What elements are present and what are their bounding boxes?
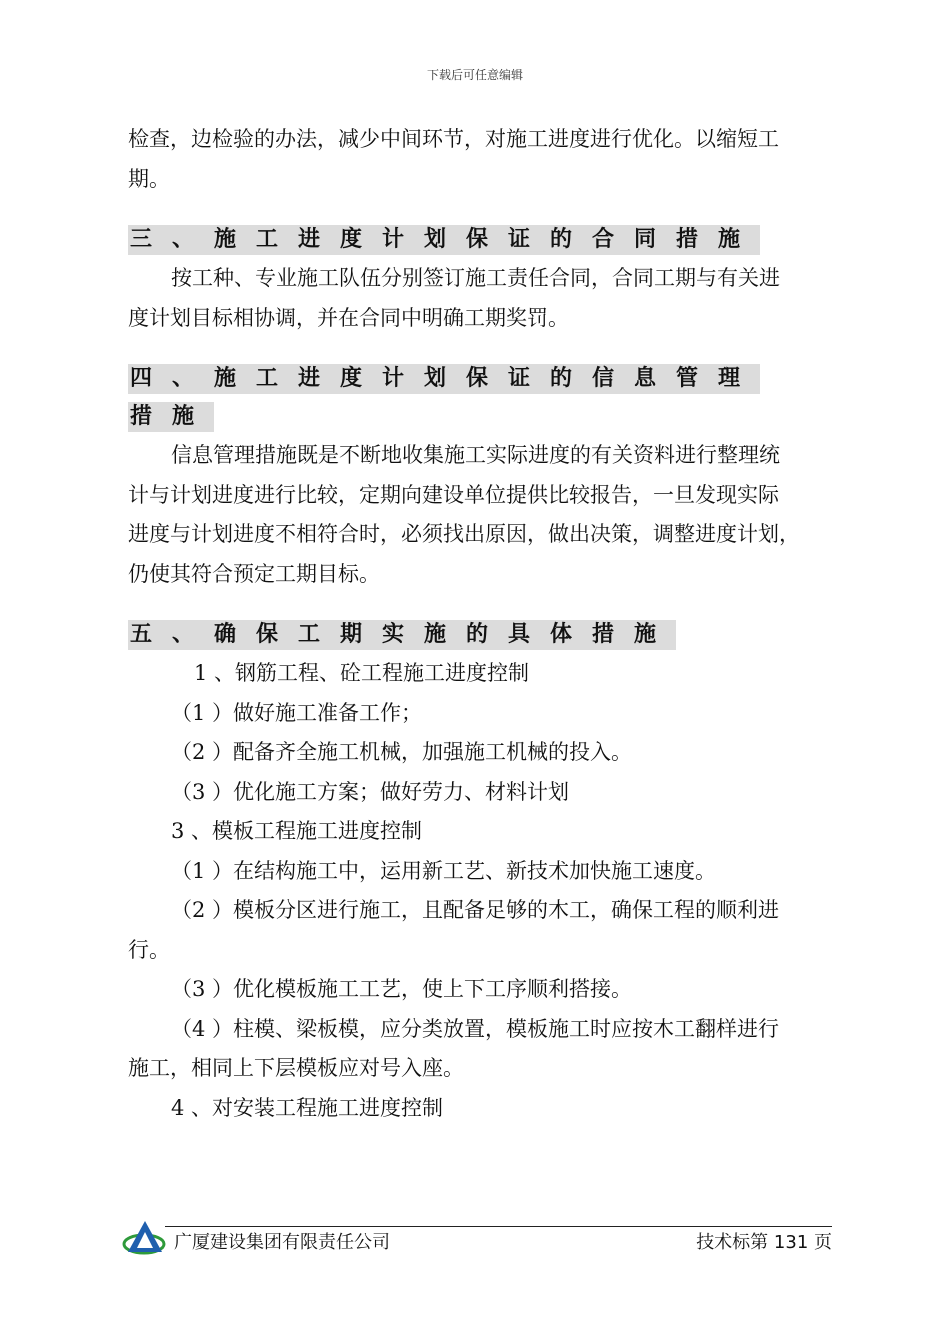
footer-page-number: 技术标第 131 页: [696, 1232, 832, 1253]
document-body: [128, 120, 838, 1128]
paragraph-line: 度计划目标相协调，并在合同中明确工期奖罚。: [128, 305, 569, 330]
paragraph-line: 计与计划进度进行比较，定期向建设单位提供比较报告，一旦发现实际: [128, 482, 779, 507]
footer-rule: [165, 1226, 832, 1227]
footer-company: 广厦建设集团有限责任公司: [174, 1232, 390, 1253]
paragraph-line: 信息管理措施既是不断地收集施工实际进度的有关资料进行整理统: [171, 443, 780, 467]
list-item-cont: 行。: [128, 937, 170, 962]
list-item: （4 ）柱模、梁板模，应分类放置，模板施工时应按木工翻样进行: [171, 1016, 780, 1041]
list-item: 3 、模板工程施工进度控制: [171, 819, 423, 843]
paragraph-line: 进度与计划进度不相符合时，必须找出原因，做出决策，调整进度计划，: [128, 522, 800, 546]
list-item: 1 、钢筋工程、砼工程施工进度控制: [194, 661, 530, 685]
section-heading-4: 四、施工进度计划保证的信息管理: [128, 364, 760, 394]
triangle-logo-icon: [122, 1218, 168, 1258]
list-item: （3 ）优化施工方案；做好劳力、材料计划: [171, 779, 570, 804]
paragraph-line: 检查，边检验的办法，减少中间环节，对施工进度进行优化。以缩短工: [128, 127, 779, 151]
paragraph-line: 按工种、专业施工队伍分别签订施工责任合同，合同工期与有关进: [171, 266, 780, 290]
section-heading-5: 五、确保工期实施的具体措施: [128, 620, 676, 650]
section-heading-4-cont: 措施: [128, 402, 214, 432]
header-note: 下载后可任意编辑: [426, 68, 523, 82]
list-item: （1 ）在结构施工中，运用新工艺、新技术加快施工速度。: [171, 858, 717, 883]
list-item: （2 ）模板分区进行施工，且配备足够的木工，确保工程的顺利进: [171, 898, 780, 922]
list-item: 4 、对安装工程施工进度控制: [171, 1095, 444, 1120]
section-heading-3: 三、施工进度计划保证的合同措施: [128, 225, 760, 255]
list-item: （3 ）优化模板施工工艺，使上下工序顺利搭接。: [171, 977, 633, 1001]
paragraph-line: 期。: [128, 166, 170, 191]
paragraph-line: 仍使其符合预定工期目标。: [128, 561, 380, 586]
list-item: （2 ）配备齐全施工机械，加强施工机械的投入。: [171, 740, 633, 764]
list-item-cont: 施工，相同上下层模板应对号入座。: [128, 1056, 464, 1080]
list-item: （1 ）做好施工准备工作；: [171, 700, 423, 725]
